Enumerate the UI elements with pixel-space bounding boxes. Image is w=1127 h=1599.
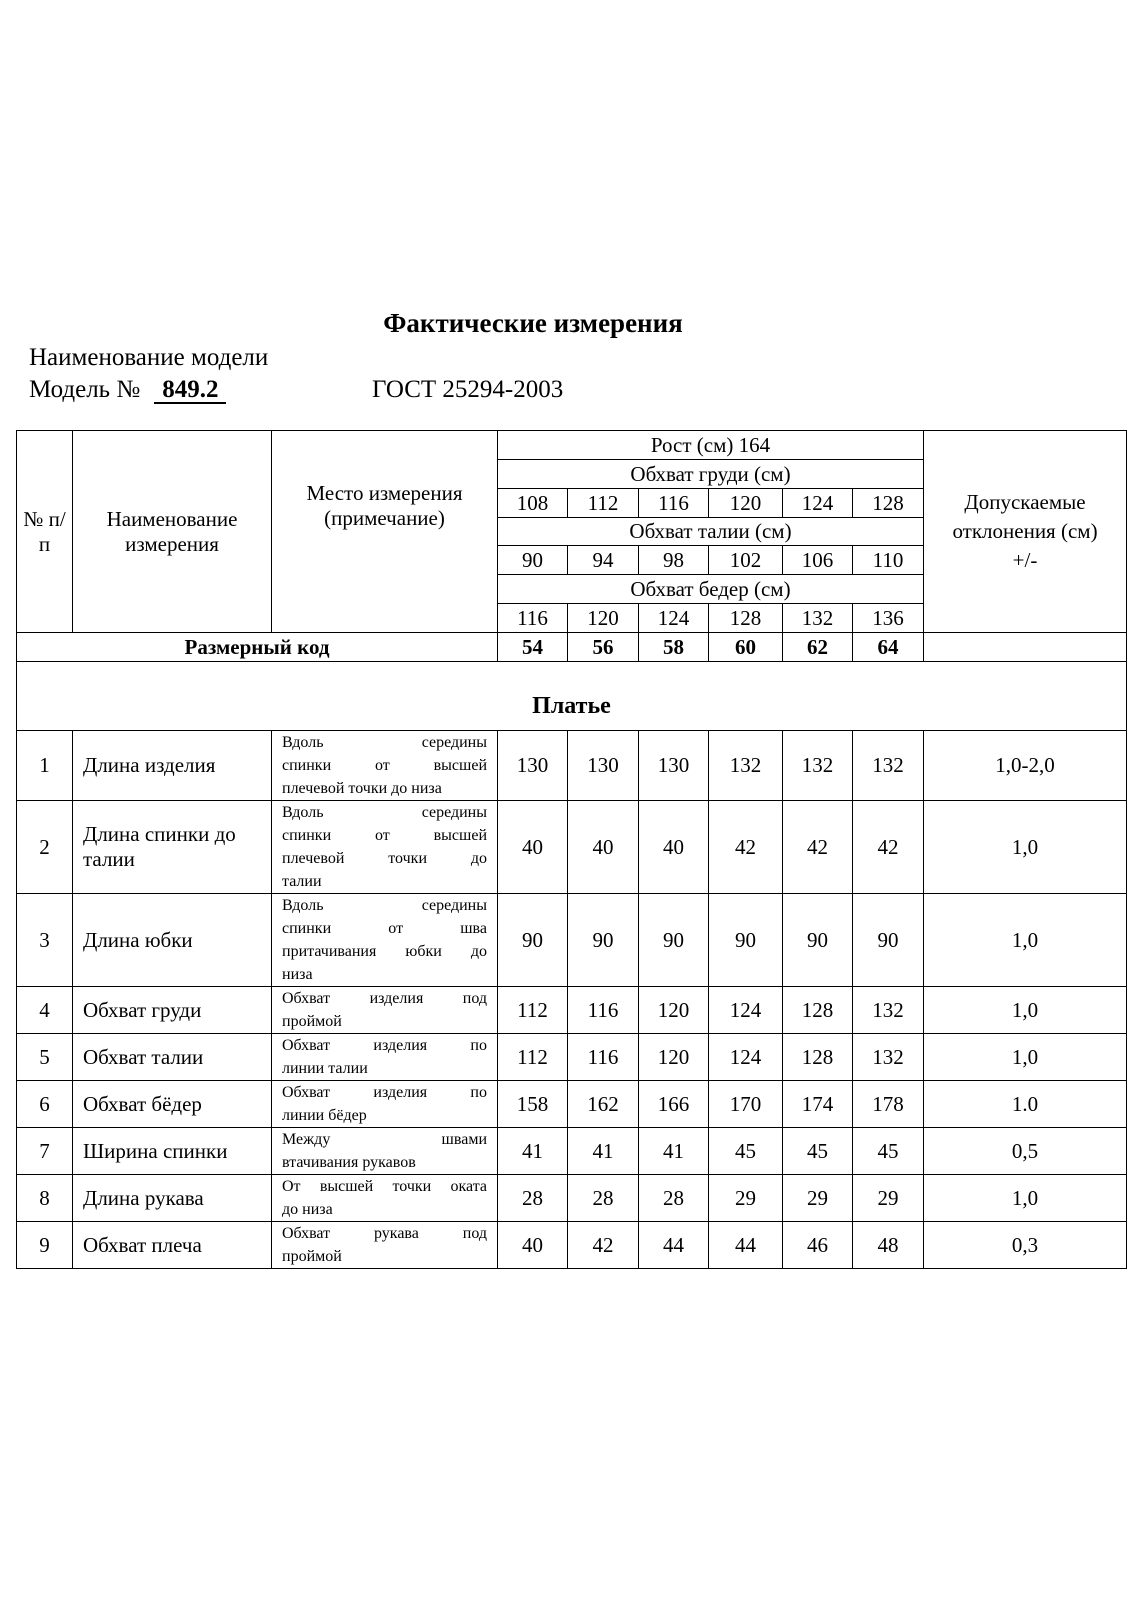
value-cell: 44 [709,1222,783,1269]
value-cell: 132 [853,731,924,801]
table-row [17,1128,1127,1175]
hips-size-cell: 136 [853,604,924,633]
value-cell: 90 [783,894,853,987]
value-cell: 162 [568,1081,639,1128]
size-code-cell: 60 [709,633,783,662]
measurement-name: Ширина спинки [73,1128,272,1175]
row-number: 1 [17,731,73,801]
value-cell: 40 [568,801,639,894]
header-tolerance: Допускаемые отклонения (см) +/- [924,431,1127,633]
note-line: линии талии [282,1060,368,1077]
header-name: Наименование измерения [73,431,272,633]
table-row [17,1222,1127,1269]
chest-size-cell: 108 [498,489,568,518]
row-number: 6 [17,1081,73,1128]
value-cell: 90 [853,894,924,987]
value-cell: 166 [639,1081,709,1128]
measurement-name: Длина рукава [73,1175,272,1222]
header-height: Рост (см) 164 [498,431,924,460]
note-line: Обхват изделия под [282,990,487,1007]
value-cell: 90 [709,894,783,987]
model-name-label: Наименование модели [29,344,269,371]
note-line: Вдоль середины [282,897,487,914]
value-cell: 29 [853,1175,924,1222]
value-cell: 170 [709,1081,783,1128]
header-hips-label: Обхват бедер (см) [498,575,924,604]
note-line: талии [282,873,322,890]
model-number: 849.2 [154,378,226,404]
value-cell: 45 [853,1128,924,1175]
value-cell: 124 [709,987,783,1034]
waist-size-cell: 90 [498,546,568,575]
value-cell: 124 [709,1034,783,1081]
waist-size-cell: 110 [853,546,924,575]
value-cell: 40 [498,801,568,894]
value-cell: 90 [639,894,709,987]
value-cell: 116 [568,987,639,1034]
value-cell: 41 [639,1128,709,1175]
size-code-cell: 58 [639,633,709,662]
value-cell: 120 [639,1034,709,1081]
measurement-note [272,1222,498,1269]
measurement-note [272,987,498,1034]
note-line: Вдоль середины [282,804,487,821]
row-number: 3 [17,894,73,987]
value-cell: 44 [639,1222,709,1269]
value-cell: 28 [568,1175,639,1222]
table-row [17,1081,1127,1128]
note-line: втачивания рукавов [282,1154,416,1171]
value-cell: 42 [783,801,853,894]
table-row [17,731,1127,801]
value-cell: 116 [568,1034,639,1081]
table-row [17,801,1127,894]
tolerance-cell: 1,0 [924,1034,1127,1081]
header-place: Место измерения (примечание) [272,431,498,633]
measurement-note [272,1128,498,1175]
value-cell: 130 [568,731,639,801]
value-cell: 128 [783,987,853,1034]
row-number: 5 [17,1034,73,1081]
chest-size-cell: 124 [783,489,853,518]
value-cell: 112 [498,1034,568,1081]
value-cell: 174 [783,1081,853,1128]
header-no: № п/п [17,431,73,633]
waist-size-cell: 106 [783,546,853,575]
model-line [29,376,226,404]
note-line: до низа [282,1201,333,1218]
header-waist-label: Обхват талии (см) [498,518,924,546]
measurement-note [272,731,498,801]
hips-size-cell: 120 [568,604,639,633]
note-line: притачивания юбки до [282,943,487,960]
measurement-name: Длина спинки до талии [73,801,272,894]
value-cell: 128 [783,1034,853,1081]
chest-size-cell: 128 [853,489,924,518]
value-cell: 29 [783,1175,853,1222]
note-line: спинки от высшей [282,757,487,774]
value-cell: 46 [783,1222,853,1269]
hips-size-cell: 124 [639,604,709,633]
measurement-name: Обхват талии [73,1034,272,1081]
value-cell: 158 [498,1081,568,1128]
note-line: Обхват изделия по [282,1084,487,1101]
hips-size-cell: 116 [498,604,568,633]
tolerance-cell: 1,0 [924,1175,1127,1222]
value-cell: 48 [853,1222,924,1269]
measurement-note [272,801,498,894]
page-title: Фактические измерения [383,308,683,338]
size-code-cell: 64 [853,633,924,662]
measurement-note [272,894,498,987]
note-line: спинки от шва [282,920,487,937]
value-cell: 41 [498,1128,568,1175]
value-cell: 40 [639,801,709,894]
value-cell: 45 [709,1128,783,1175]
note-line: проймой [282,1248,342,1265]
note-line: плечевой точки до низа [282,780,442,797]
tolerance-cell: 1,0 [924,801,1127,894]
tolerance-cell: 1,0 [924,987,1127,1034]
value-cell: 132 [783,731,853,801]
chest-size-cell: 120 [709,489,783,518]
note-line: Вдоль середины [282,734,487,751]
table-row [17,1034,1127,1081]
table-row [17,1175,1127,1222]
value-cell: 29 [709,1175,783,1222]
tolerance-cell: 0,3 [924,1222,1127,1269]
value-cell: 40 [498,1222,568,1269]
size-code-label: Размерный код [17,633,498,662]
measurement-name: Длина юбки [73,894,272,987]
hips-size-cell: 128 [709,604,783,633]
value-cell: 120 [639,987,709,1034]
size-code-cell: 62 [783,633,853,662]
tolerance-cell: 1.0 [924,1081,1127,1128]
value-cell: 90 [498,894,568,987]
measurements-table [16,430,1127,1269]
note-line: линии бёдер [282,1107,367,1124]
measurement-name: Длина изделия [73,731,272,801]
gost-standard: ГОСТ 25294-2003 [372,376,564,403]
value-cell: 130 [639,731,709,801]
waist-size-cell: 102 [709,546,783,575]
row-number: 9 [17,1222,73,1269]
value-cell: 28 [498,1175,568,1222]
header-chest-label: Обхват груди (см) [498,460,924,489]
tolerance-cell: 0,5 [924,1128,1127,1175]
waist-size-cell: 98 [639,546,709,575]
value-cell: 178 [853,1081,924,1128]
value-cell: 90 [568,894,639,987]
measurement-note [272,1175,498,1222]
measurements-table-wrapper [16,430,1098,1269]
value-cell: 28 [639,1175,709,1222]
row-number: 2 [17,801,73,894]
note-line: спинки от высшей [282,827,487,844]
row-number: 4 [17,987,73,1034]
section-title: Платье [17,662,1127,731]
size-code-cell: 54 [498,633,568,662]
measurement-note [272,1034,498,1081]
waist-size-cell: 94 [568,546,639,575]
value-cell: 41 [568,1128,639,1175]
chest-size-cell: 116 [639,489,709,518]
note-line: Обхват изделия по [282,1037,487,1054]
note-line: Между швами [282,1131,487,1148]
note-line: низа [282,966,313,983]
measurement-note [272,1081,498,1128]
table-row [17,894,1127,987]
row-number: 7 [17,1128,73,1175]
value-cell: 42 [709,801,783,894]
value-cell: 112 [498,987,568,1034]
row-number: 8 [17,1175,73,1222]
tolerance-cell: 1,0-2,0 [924,731,1127,801]
note-line: проймой [282,1013,342,1030]
value-cell: 45 [783,1128,853,1175]
value-cell: 42 [568,1222,639,1269]
value-cell: 132 [853,1034,924,1081]
table-row [17,987,1127,1034]
note-line: плечевой точки до [282,850,487,867]
note-line: Обхват рукава под [282,1225,487,1242]
tolerance-cell: 1,0 [924,894,1127,987]
measurement-name: Обхват бёдер [73,1081,272,1128]
model-label: Модель № [29,376,141,403]
size-code-tolerance-cell [924,633,1127,662]
chest-size-cell: 112 [568,489,639,518]
value-cell: 132 [853,987,924,1034]
value-cell: 42 [853,801,924,894]
note-line: От высшей точки оката [282,1178,487,1195]
value-cell: 132 [709,731,783,801]
value-cell: 130 [498,731,568,801]
measurement-name: Обхват плеча [73,1222,272,1269]
size-code-cell: 56 [568,633,639,662]
measurement-name: Обхват груди [73,987,272,1034]
hips-size-cell: 132 [783,604,853,633]
